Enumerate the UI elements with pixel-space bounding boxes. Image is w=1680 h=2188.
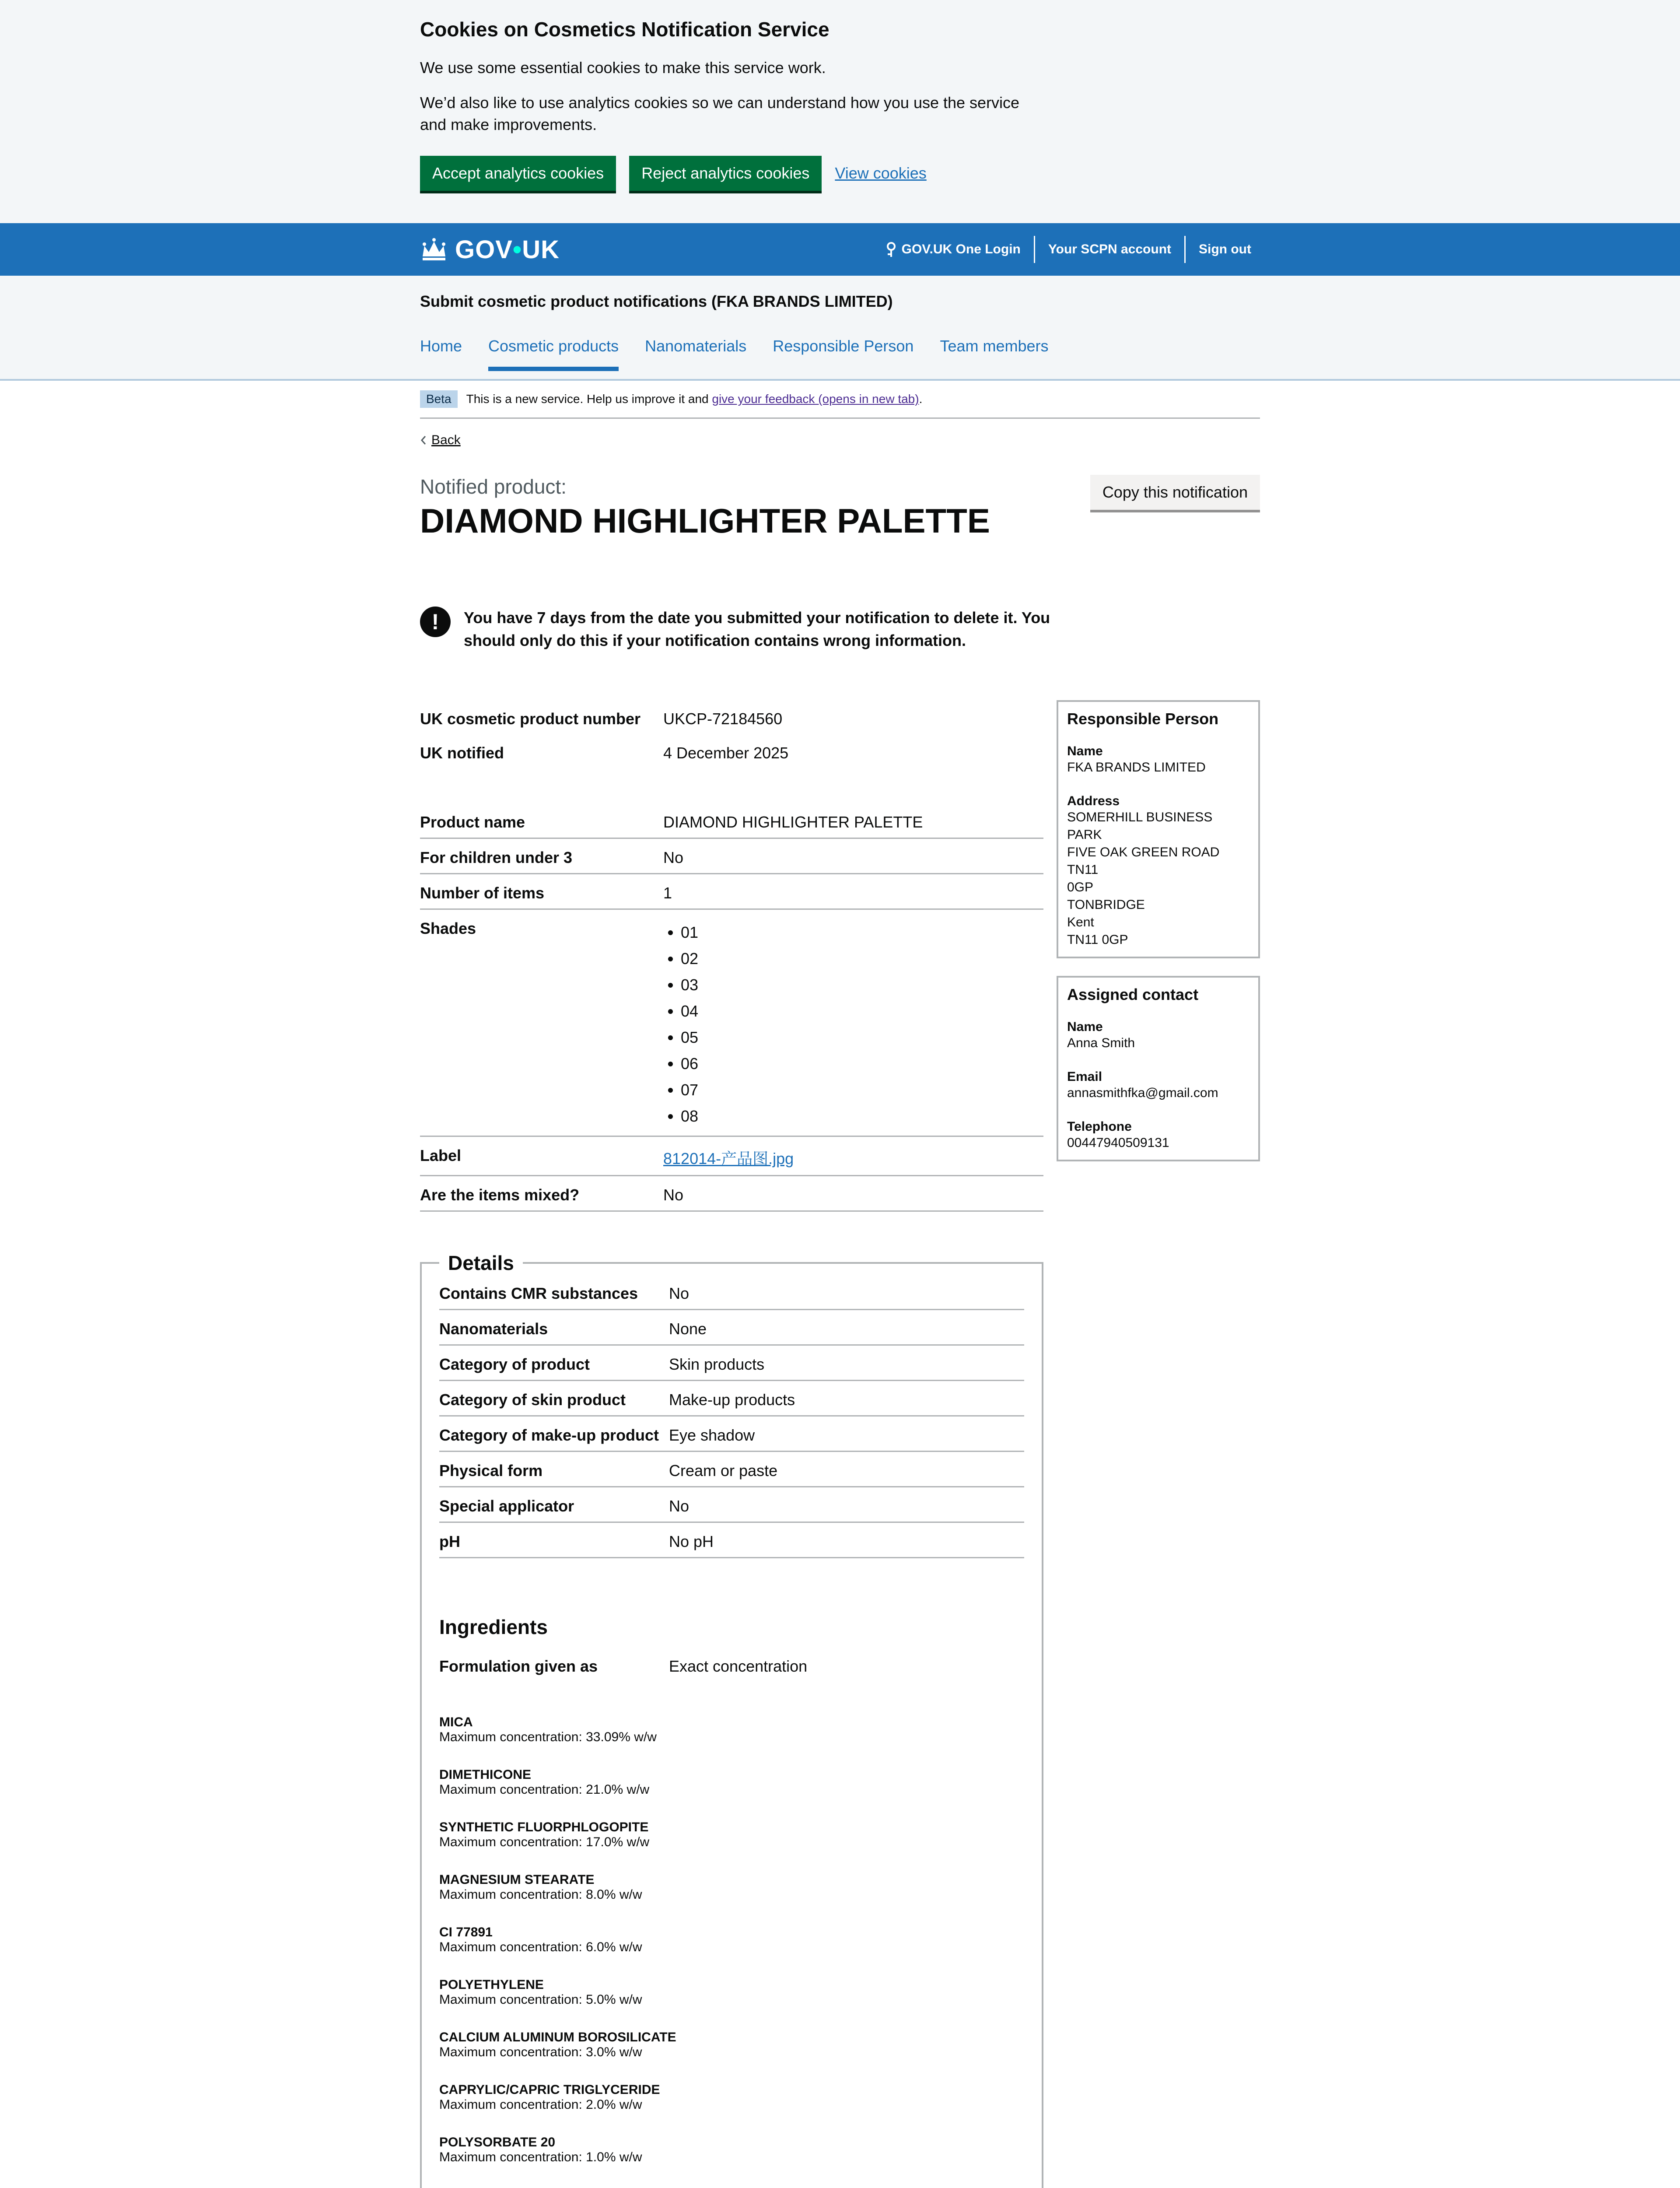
formulation-value: Exact concentration bbox=[669, 1657, 808, 1675]
ingredient-concentration: Maximum concentration: 33.09% w/w bbox=[439, 1730, 657, 1744]
copy-notification-button[interactable]: Copy this notification bbox=[1090, 475, 1260, 510]
details-summary bbox=[439, 1275, 1024, 1558]
ingredient-item bbox=[439, 1975, 1024, 2027]
formulation-summary bbox=[439, 1648, 1024, 1682]
children-value: No bbox=[663, 838, 1043, 874]
sign-out-label: Sign out bbox=[1199, 242, 1251, 256]
notification-summary bbox=[420, 700, 1043, 768]
ingredient-item bbox=[439, 1712, 1024, 1765]
scpn-account-link[interactable] bbox=[1034, 236, 1184, 263]
rp-address-line: FIVE OAK GREEN ROAD TN11 bbox=[1067, 845, 1220, 877]
sign-out-link[interactable] bbox=[1184, 236, 1260, 263]
details-value: No pH bbox=[669, 1522, 1024, 1558]
accept-cookies-button[interactable]: Accept analytics cookies bbox=[420, 156, 616, 191]
details-legend: Details bbox=[448, 1252, 514, 1274]
ingredient-concentration: Maximum concentration: 1.0% w/w bbox=[439, 2150, 642, 2164]
responsible-person-title: Responsible Person bbox=[1067, 710, 1219, 728]
ingredient-item bbox=[439, 2132, 1024, 2185]
product-summary bbox=[420, 803, 1043, 1212]
mixed-value: No bbox=[663, 1176, 1043, 1211]
details-row bbox=[439, 1452, 1024, 1487]
ingredient-concentration: Maximum concentration: 2.0% w/w bbox=[439, 2097, 642, 2112]
ingredient-item bbox=[439, 1765, 1024, 1817]
feedback-link[interactable]: give your feedback (opens in new tab) bbox=[712, 392, 919, 406]
rp-address-line: Kent bbox=[1067, 915, 1094, 929]
details-row bbox=[439, 1416, 1024, 1452]
ingredient-concentration: Maximum concentration: 8.0% w/w bbox=[439, 1887, 642, 1902]
ingredient-name: CAPRYLIC/CAPRIC TRIGLYCERIDE bbox=[439, 2083, 660, 2097]
details-key: Category of make-up product bbox=[439, 1416, 669, 1452]
label-key: Label bbox=[420, 1136, 663, 1176]
one-login-link[interactable] bbox=[872, 236, 1034, 263]
details-row bbox=[439, 1310, 1024, 1345]
product-name-value: DIAMOND HIGHLIGHTER PALETTE bbox=[663, 803, 1043, 838]
service-navigation bbox=[420, 337, 1260, 371]
responsible-person-card bbox=[1057, 700, 1260, 958]
contact-name-label: Name bbox=[1067, 1020, 1103, 1034]
ingredients-heading: Ingredients bbox=[439, 1616, 548, 1638]
cookie-banner-title: Cookies on Cosmetics Notification Service bbox=[420, 18, 830, 41]
user-icon bbox=[885, 242, 897, 257]
header-navigation bbox=[872, 236, 1260, 263]
shade-item: • 05 bbox=[681, 1024, 1043, 1051]
nav-cosmetic-products[interactable]: Cosmetic products bbox=[488, 337, 619, 371]
logo-dot: • bbox=[512, 235, 522, 264]
details-row bbox=[439, 1345, 1024, 1381]
shades-value bbox=[663, 909, 1043, 1136]
reject-cookies-button[interactable]: Reject analytics cookies bbox=[629, 156, 822, 191]
details-key: pH bbox=[439, 1522, 669, 1558]
ingredient-name: MAGNESIUM STEARATE bbox=[439, 1872, 595, 1887]
ingredient-concentration: Maximum concentration: 3.0% w/w bbox=[439, 2045, 642, 2059]
crown-icon bbox=[420, 237, 448, 262]
details-key: Physical form bbox=[439, 1452, 669, 1487]
details-value: Make-up products bbox=[669, 1381, 1024, 1416]
ingredients-list bbox=[439, 1712, 1024, 2188]
govuk-logo-text bbox=[455, 235, 560, 264]
warning-icon: ! bbox=[420, 607, 451, 637]
shade-item: • 04 bbox=[681, 998, 1043, 1024]
summary-row bbox=[420, 1176, 1043, 1211]
page-caption: Notified product: bbox=[420, 475, 567, 498]
details-row bbox=[439, 1381, 1024, 1416]
summary-key: UK notified bbox=[420, 744, 504, 762]
shade-item: • 07 bbox=[681, 1077, 1043, 1103]
cookie-banner-text-essential: We use some essential cookies to make this service work. bbox=[420, 59, 826, 77]
contact-name: Anna Smith bbox=[1067, 1036, 1135, 1050]
ingredient-name: CALCIUM ALUMINUM BOROSILICATE bbox=[439, 2030, 676, 2044]
summary-row bbox=[420, 803, 1043, 838]
details-row bbox=[439, 1275, 1024, 1310]
ingredient-name: CI 77891 bbox=[439, 1925, 493, 1939]
contact-email-label: Email bbox=[1067, 1069, 1102, 1084]
shade-item: • 08 bbox=[681, 1103, 1043, 1129]
details-key: Nanomaterials bbox=[439, 1310, 669, 1345]
label-file-link[interactable]: 812014-产品图.jpg bbox=[663, 1150, 794, 1168]
ingredient-concentration: Maximum concentration: 6.0% w/w bbox=[439, 1940, 642, 1954]
product-name-key: Product name bbox=[420, 803, 663, 838]
ingredient-name: POLYETHYLENE bbox=[439, 1978, 544, 1992]
summary-row bbox=[420, 734, 1043, 768]
ingredient-name: MICA bbox=[439, 1715, 473, 1729]
mixed-key: Are the items mixed? bbox=[420, 1176, 663, 1211]
ingredient-name: SYNTHETIC FLUORPHLOGOPITE bbox=[439, 1820, 649, 1834]
details-key: Category of product bbox=[439, 1345, 669, 1381]
shade-item: • 01 bbox=[681, 919, 1043, 946]
assigned-contact-title: Assigned contact bbox=[1067, 985, 1199, 1003]
formulation-row bbox=[439, 1648, 1024, 1682]
service-name: Submit cosmetic product notifications (FKA BRANDS LIMITED) bbox=[420, 292, 893, 310]
shade-item: • 02 bbox=[681, 946, 1043, 972]
details-value: Cream or paste bbox=[669, 1452, 1024, 1487]
ingredient-concentration: Maximum concentration: 21.0% w/w bbox=[439, 1782, 650, 1797]
rp-address-line: TN11 0GP bbox=[1067, 933, 1128, 947]
shades-list bbox=[663, 919, 1043, 1129]
details-key: Special applicator bbox=[439, 1487, 669, 1522]
details-key: Contains CMR substances bbox=[439, 1275, 669, 1310]
logo-text-left: GOV bbox=[455, 235, 513, 264]
rp-name-label: Name bbox=[1067, 744, 1103, 758]
summary-row bbox=[420, 700, 1043, 734]
summary-row bbox=[420, 838, 1043, 874]
phase-banner-text bbox=[466, 392, 923, 406]
details-row bbox=[439, 1487, 1024, 1522]
contact-email: annasmithfka@gmail.com bbox=[1067, 1086, 1218, 1100]
summary-row bbox=[420, 1136, 1043, 1176]
items-key: Number of items bbox=[420, 874, 663, 909]
phase-banner bbox=[420, 381, 1260, 419]
shade-item: • 03 bbox=[681, 972, 1043, 998]
ingredient-item bbox=[439, 1922, 1024, 1975]
content-columns bbox=[420, 700, 1260, 2188]
beta-tag: Beta bbox=[420, 390, 458, 408]
contact-phone-label: Telephone bbox=[1067, 1119, 1132, 1134]
page-title: DIAMOND HIGHLIGHTER PALETTE bbox=[420, 501, 990, 540]
ingredient-item bbox=[439, 2080, 1024, 2132]
ingredient-item bbox=[439, 1870, 1024, 1922]
chevron-left-icon bbox=[420, 435, 427, 445]
ingredient-name: DIMETHICONE bbox=[439, 1767, 531, 1782]
phase-banner-prefix: This is a new service. Help us improve it and bbox=[466, 392, 709, 406]
nav-responsible-person[interactable]: Responsible Person bbox=[773, 337, 914, 355]
details-value: Eye shadow bbox=[669, 1416, 1024, 1452]
govuk-logo[interactable] bbox=[420, 235, 560, 264]
nav-home[interactable]: Home bbox=[420, 337, 462, 355]
rp-address-line: 0GP bbox=[1067, 880, 1094, 894]
service-navigation-bar bbox=[0, 276, 1680, 381]
rp-name: FKA BRANDS LIMITED bbox=[1067, 760, 1206, 775]
page-heading bbox=[420, 475, 1260, 541]
view-cookies-link[interactable]: View cookies bbox=[835, 164, 927, 182]
items-value: 1 bbox=[663, 874, 1043, 909]
shade-item: • 06 bbox=[681, 1051, 1043, 1077]
sidebar bbox=[1057, 700, 1260, 2188]
back-link-wrap bbox=[420, 433, 461, 448]
cookie-banner bbox=[0, 0, 1680, 223]
rp-address-line: TONBRIDGE bbox=[1067, 898, 1145, 912]
details-section bbox=[420, 1251, 1043, 2188]
warning-message: You have 7 days from the date you submitted your notification to delete it. You should only do this if your notification contains wrong information. bbox=[464, 609, 1050, 649]
summary-row bbox=[420, 874, 1043, 909]
nav-nanomaterials[interactable]: Nanomaterials bbox=[645, 337, 747, 355]
shades-key: Shades bbox=[420, 909, 663, 1136]
details-row bbox=[439, 1522, 1024, 1558]
ingredient-concentration: Maximum concentration: 17.0% w/w bbox=[439, 1835, 650, 1849]
details-value: No bbox=[669, 1487, 1024, 1522]
ingredient-concentration: Maximum concentration: 5.0% w/w bbox=[439, 1992, 642, 2007]
nav-team-members[interactable]: Team members bbox=[940, 337, 1049, 355]
summary-row bbox=[420, 909, 1043, 1136]
ingredient-name: POLYSORBATE 20 bbox=[439, 2135, 556, 2149]
logo-text-right: UK bbox=[522, 235, 560, 264]
one-login-label: GOV.UK One Login bbox=[901, 242, 1021, 256]
children-key: For children under 3 bbox=[420, 838, 663, 874]
phase-banner-suffix: . bbox=[919, 392, 923, 406]
cookie-banner-text-analytics: We’d also like to use analytics cookies so we can understand how you use the service and make improvements. bbox=[420, 94, 1020, 133]
warning-text bbox=[420, 607, 1063, 652]
back-link[interactable]: Back bbox=[431, 433, 461, 447]
scpn-account-label: Your SCPN account bbox=[1048, 242, 1172, 256]
details-value: None bbox=[669, 1310, 1024, 1345]
ingredient-item bbox=[439, 1817, 1024, 1870]
assigned-contact-card bbox=[1057, 976, 1260, 1161]
ingredient-item bbox=[439, 2185, 1024, 2188]
details-key: Category of skin product bbox=[439, 1381, 669, 1416]
details-value: Skin products bbox=[669, 1345, 1024, 1381]
govuk-header bbox=[0, 223, 1680, 276]
main-column bbox=[420, 700, 1043, 2188]
formulation-key: Formulation given as bbox=[439, 1657, 598, 1675]
summary-key: UK cosmetic product number bbox=[420, 710, 641, 728]
summary-value: UKCP-72184560 bbox=[663, 710, 783, 728]
rp-address-label: Address bbox=[1067, 794, 1120, 808]
ingredient-item bbox=[439, 2027, 1024, 2080]
label-value bbox=[663, 1136, 1043, 1176]
rp-address-line: SOMERHILL BUSINESS PARK bbox=[1067, 810, 1213, 842]
summary-value: 4 December 2025 bbox=[663, 744, 789, 762]
contact-phone: 00447940509131 bbox=[1067, 1136, 1169, 1150]
details-value: No bbox=[669, 1275, 1024, 1310]
cookie-banner-actions bbox=[420, 156, 1260, 191]
